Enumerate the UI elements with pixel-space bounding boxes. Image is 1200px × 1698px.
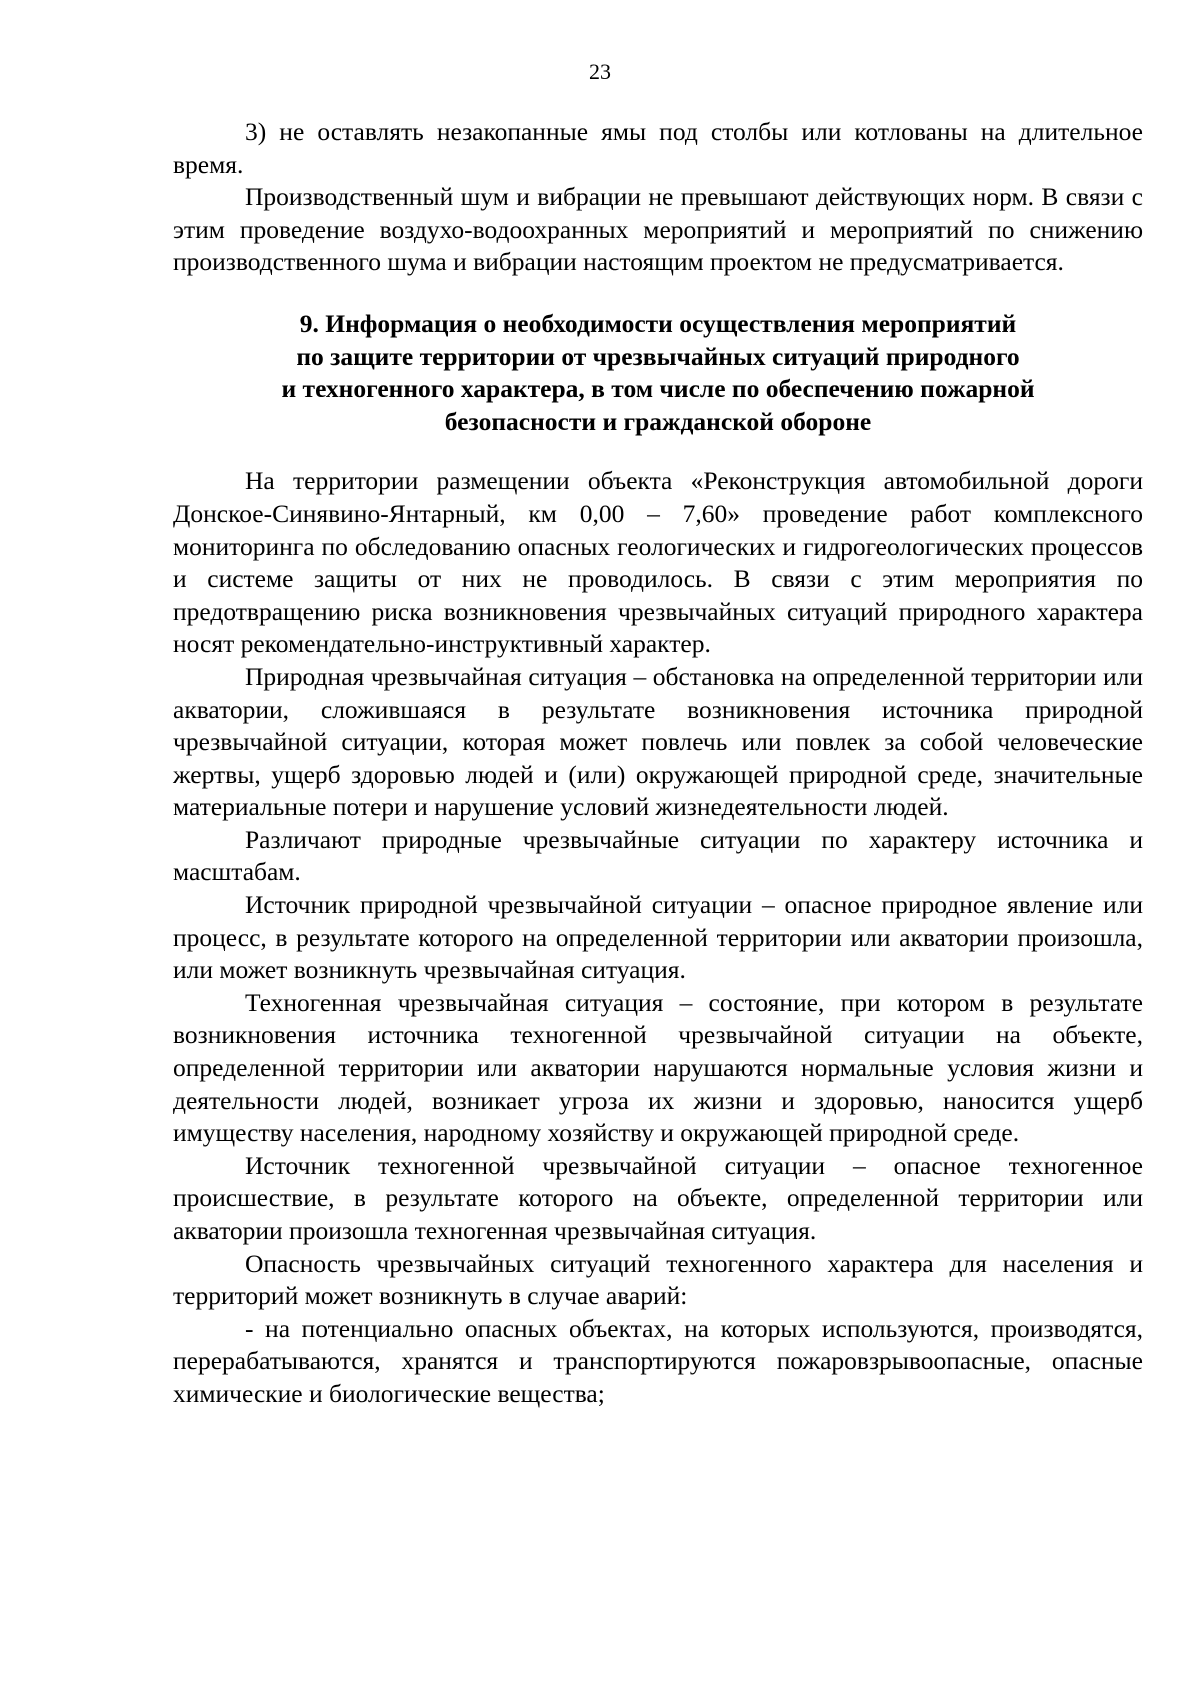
paragraph: Природная чрезвычайная ситуация – обстановка на определенной территории или акватории, сложившаяся в результате возникновения источника природной чрезвычайной ситуации, которая может повлечь или повлек за собой человеческие жертвы, ущерб здоровью людей и (или) окружающей природной среде, значительные материальные потери и нарушение условий жизнедеятельности людей. — [173, 661, 1143, 822]
paragraph: - на потенциально опасных объектах, на которых используются, производятся, перерабатываются, хранятся и транспортируются пожаровзрывоопасные, опасные химические и биологические вещества; — [173, 1313, 1143, 1408]
paragraph: Источник техногенной чрезвычайной ситуации – опасное техногенное происшествие, в результате которого на объекте, определенной территории или акватории произошла техногенная чрезвычайная ситуация. — [173, 1150, 1143, 1245]
paragraph: Источник природной чрезвычайной ситуации – опасное природное явление или процесс, в результате которого на определенной территории или акватории произошла, или может возникнуть чрезвычайная ситуация. — [173, 890, 1143, 985]
paragraph: 3) не оставлять незакопанные ямы под столбы или котлованы на длительное время. — [173, 117, 1143, 179]
page-number: 23 — [589, 59, 611, 84]
paragraph: Техногенная чрезвычайная ситуация – состояние, при котором в результате возникновения источника техногенной чрезвычайной ситуации на объекте, определенной территории или акватории нарушаются нормальные условия жизни и деятельности людей, возникает угроза их жизни и здоровью, наносится ущерб имуществу населения, народному хозяйству и окружающей природной среде. — [173, 987, 1143, 1148]
paragraph: Различают природные чрезвычайные ситуации по характеру источника и масштабам. — [173, 824, 1143, 887]
section-heading-line: 9. Информация о необходимости осуществления мероприятий — [299, 308, 1017, 338]
section-heading-line: и техногенного характера, в том числе по обеспечению пожарной — [281, 374, 1035, 404]
section-heading-line: по защите территории от чрезвычайных ситуаций природного — [296, 341, 1020, 371]
section-heading-line: безопасности и гражданской обороне — [444, 406, 872, 436]
paragraph: Производственный шум и вибрации не превышают действующих норм. В связи с этим проведение воздухо-водоохранных мероприятий и мероприятий по снижению производственного шума и вибрации настоящим проектом не предусматривается. — [173, 182, 1143, 277]
paragraph: На территории размещении объекта «Реконструкция автомобильной дороги Донское-Синявино-Янтарный, км 0,00 – 7,60» проведение работ комплексного мониторинга по обследованию опасных геологических и гидрогеологических процессов и системе защиты от них не проводилось. В связи с этим мероприятия по предотвращению риска возникновения чрезвычайных ситуаций природного характера носят рекомендательно-инструктивный характер. — [173, 466, 1143, 659]
paragraph: Опасность чрезвычайных ситуаций техногенного характера для населения и территорий может возникнуть в случае аварий: — [173, 1248, 1143, 1311]
section-heading — [173, 308, 1143, 438]
document-body — [173, 116, 1143, 1411]
